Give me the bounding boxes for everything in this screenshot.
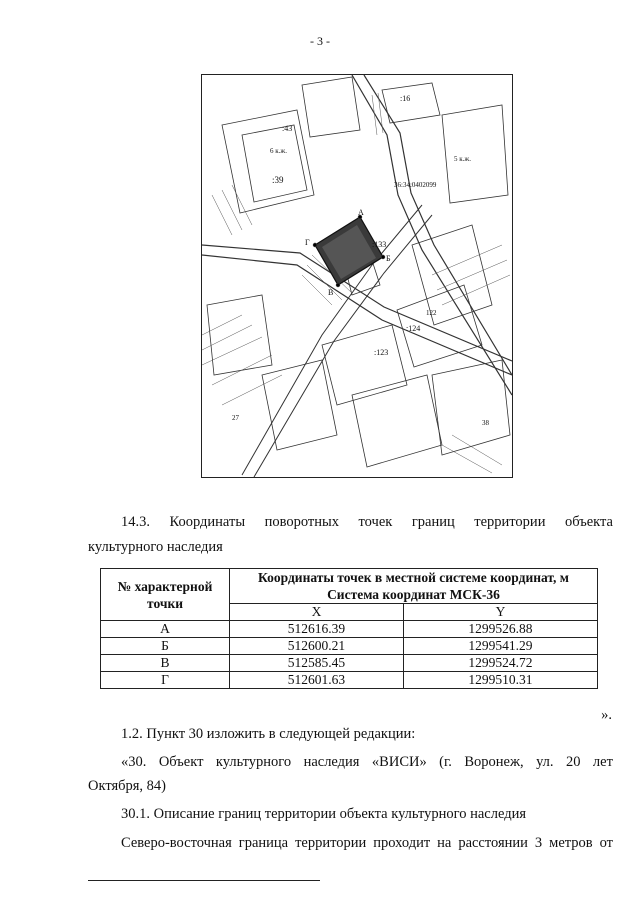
cell-x: 512616.39 — [230, 621, 404, 638]
paragraph-30-line2: Октября, 84) — [88, 778, 167, 794]
map-label-cadastral: 36:34:0402099 — [394, 181, 437, 189]
word: территории — [295, 835, 367, 851]
word: граница — [238, 835, 289, 851]
map-label-38: 38 — [482, 419, 489, 427]
cell-point: А — [101, 621, 230, 638]
table-row — [101, 621, 598, 638]
word: ул. — [536, 754, 554, 770]
word: культурного — [215, 754, 292, 770]
paragraph-30-line1 — [121, 752, 613, 772]
map-label-43: :43 — [282, 124, 293, 133]
table-row — [101, 655, 598, 672]
word: Координаты — [169, 514, 246, 530]
paragraph-boundary-description — [121, 833, 613, 853]
word: метров — [549, 835, 593, 851]
map-label-122: 122 — [426, 309, 437, 317]
word: лет — [592, 754, 613, 770]
word: расстоянии — [458, 835, 528, 851]
map-label-123: :123 — [374, 348, 389, 357]
map-point-v: В — [328, 288, 334, 297]
cell-x: 512601.63 — [230, 672, 404, 689]
map-point-g: Г — [305, 238, 310, 247]
cadastral-map — [201, 74, 513, 478]
word: 3 — [534, 835, 543, 851]
map-label-27: 27 — [232, 414, 239, 422]
coordinates-table — [100, 568, 598, 689]
paragraph-1-2: 1.2. Пункт 30 изложить в следующей редакции: — [121, 726, 416, 742]
word: объекта — [564, 514, 613, 530]
cell-x: 512585.45 — [230, 655, 404, 672]
word: границ — [411, 514, 455, 530]
cell-x: 512600.21 — [230, 638, 404, 655]
header-point: № характерной точки — [101, 569, 230, 621]
page-number: - 3 - — [310, 34, 330, 48]
map-point-b: Б — [386, 254, 391, 263]
header-coords-line2: Система координат МСК-36 — [327, 587, 500, 602]
cell-point: Б — [101, 638, 230, 655]
word: «ВИСИ» — [371, 754, 427, 770]
map-label-39: :39 — [272, 175, 284, 185]
word: Северо-восточная — [121, 835, 232, 851]
cell-point: Г — [101, 672, 230, 689]
header-y: Y — [403, 604, 597, 621]
section-14-3-line1 — [121, 512, 613, 532]
word: на — [437, 835, 452, 851]
cell-y: 1299510.31 — [403, 672, 597, 689]
map-label-kzh1: 6 к.ж. — [270, 147, 287, 155]
map-label-16: :16 — [400, 94, 411, 103]
word: проходит — [373, 835, 431, 851]
cell-y: 1299526.88 — [403, 621, 597, 638]
table-row — [101, 638, 598, 655]
word: «30. — [121, 754, 147, 770]
word: Воронеж, — [464, 754, 524, 770]
map-label-133: :133 — [372, 240, 387, 249]
word: территории — [474, 514, 546, 530]
word: от — [599, 835, 613, 851]
header-x: X — [230, 604, 404, 621]
map-label-kzh2: 5 к.ж. — [454, 155, 471, 163]
header-coords-line1: Координаты точек в местной системе координат, м — [258, 570, 569, 585]
word: наследия — [303, 754, 360, 770]
word: (г. — [439, 754, 452, 770]
word: 20 — [565, 754, 581, 770]
table-row — [101, 672, 598, 689]
word: Объект — [158, 754, 204, 770]
footnote-separator — [88, 880, 320, 881]
paragraph-30-1: 30.1. Описание границ территории объекта культурного наследия — [121, 806, 527, 822]
word: 14.3. — [121, 514, 150, 530]
word: поворотных — [264, 514, 339, 530]
word: точек — [358, 514, 393, 530]
section-14-3-line2: культурного наследия — [88, 539, 223, 555]
closing-quote: ». — [601, 707, 612, 723]
map-label-124: :124 — [406, 324, 421, 333]
cell-point: В — [101, 655, 230, 672]
header-coords — [230, 569, 598, 604]
cell-y: 1299541.29 — [403, 638, 597, 655]
cell-y: 1299524.72 — [403, 655, 597, 672]
map-point-a: А — [358, 208, 364, 217]
